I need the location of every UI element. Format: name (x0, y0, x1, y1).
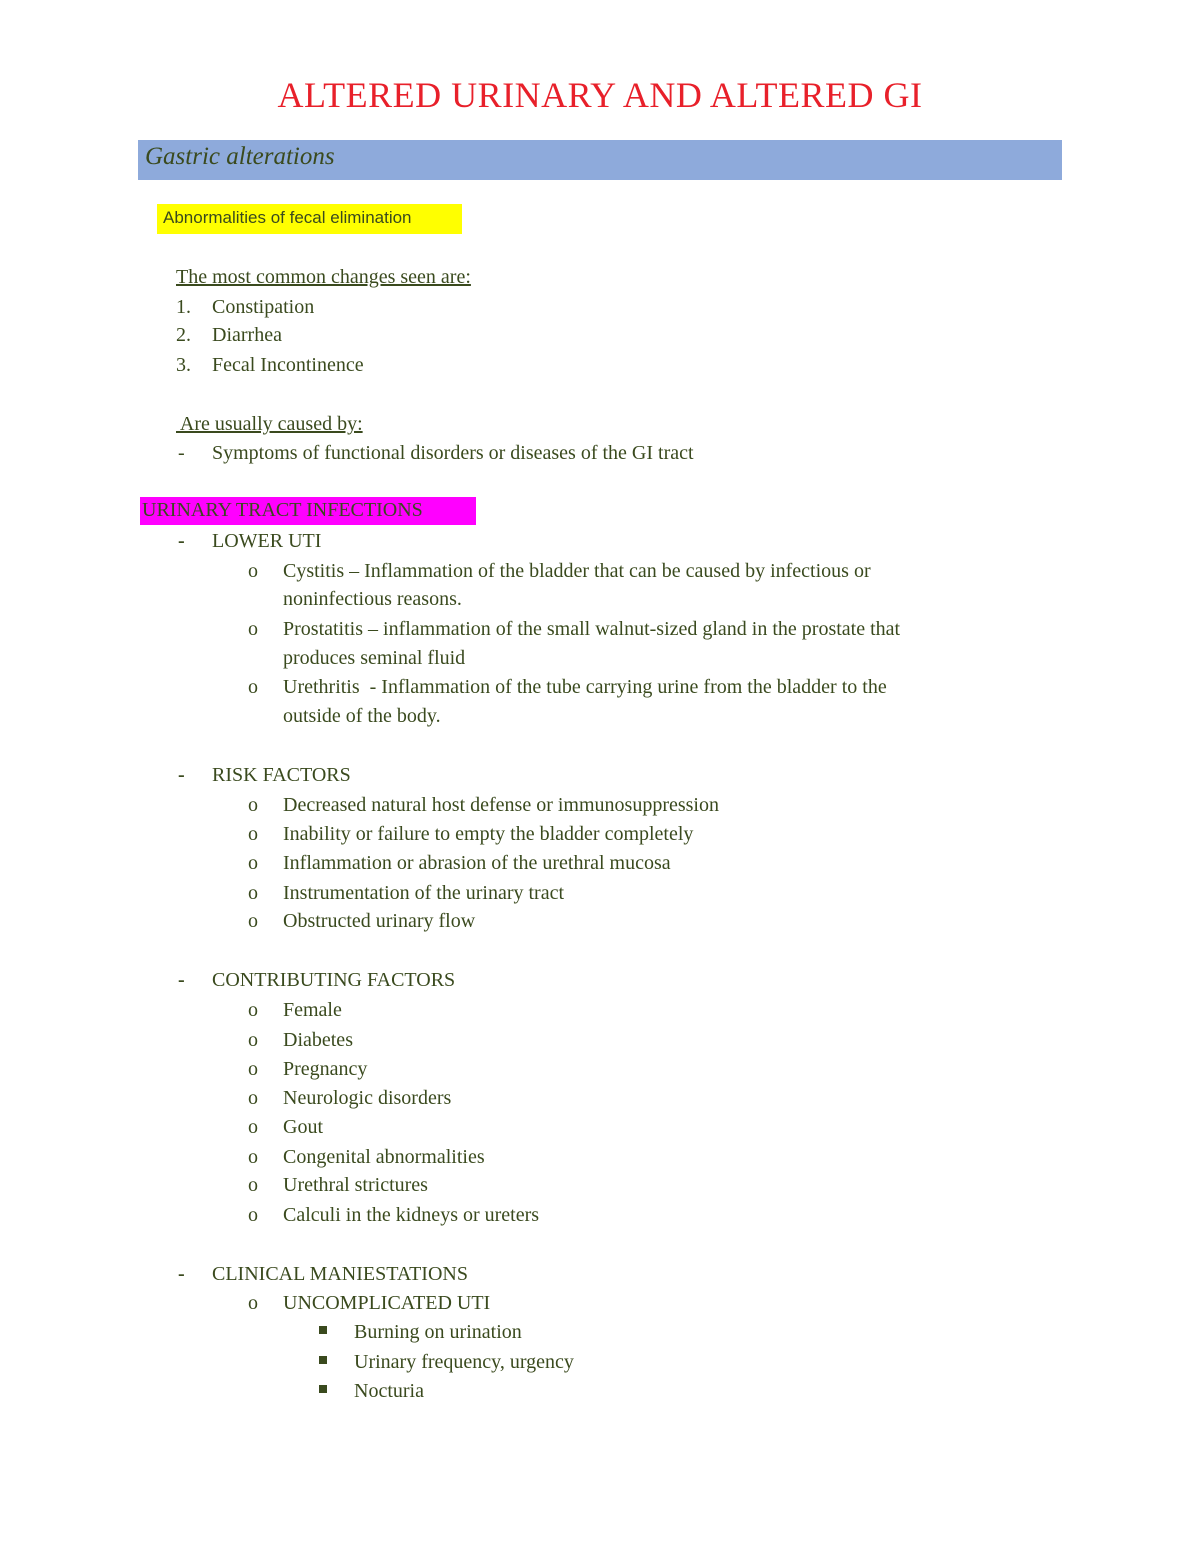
list-bullet: o (248, 1174, 258, 1196)
cause-label: Are usually caused by: (176, 413, 363, 435)
list-item: Obstructed urinary flow (283, 910, 476, 932)
fecal-heading-highlight (157, 204, 462, 234)
risk-factors-label: RISK FACTORS (212, 764, 351, 786)
list-item: Burning on urination (354, 1321, 522, 1343)
list-dash: - (178, 969, 185, 991)
list-item: Cystitis – Inflammation of the bladder that can be caused by infectious or (283, 560, 871, 582)
list-item: Constipation (212, 296, 315, 318)
list-item: Prostatitis – inflammation of the small walnut-sized gland in the prostate that (283, 618, 901, 640)
list-item: Gout (283, 1116, 323, 1138)
list-number: 2. (176, 324, 191, 346)
square-bullet-icon (319, 1326, 327, 1334)
list-item: Inflammation or abrasion of the urethral mucosa (283, 852, 671, 874)
list-number: 1. (176, 296, 191, 318)
list-dash: - (178, 442, 185, 464)
list-bullet: o (248, 910, 258, 932)
list-bullet: o (248, 1087, 258, 1109)
list-bullet: o (248, 1116, 258, 1138)
fecal-heading: Abnormalities of fecal elimination (163, 208, 412, 227)
square-bullet-icon (319, 1385, 327, 1393)
section-heading: Gastric alterations (145, 143, 335, 170)
section-heading-band (138, 140, 1062, 180)
list-bullet: o (248, 1292, 258, 1314)
list-bullet: o (248, 560, 258, 582)
list-bullet: o (248, 999, 258, 1021)
clinical-manifestations-label: CLINICAL MANIESTATIONS (212, 1263, 468, 1285)
list-number: 3. (176, 354, 191, 376)
list-item: Diabetes (283, 1029, 353, 1051)
list-item: Female (283, 999, 342, 1021)
contributing-factors-label: CONTRIBUTING FACTORS (212, 969, 456, 991)
list-dash: - (178, 1263, 185, 1285)
list-item: Urethritis - Inflammation of the tube carrying urine from the bladder to the (283, 676, 887, 698)
list-item: Congenital abnormalities (283, 1146, 485, 1168)
uti-heading: URINARY TRACT INFECTIONS (142, 499, 423, 521)
document-title: ALTERED URINARY AND ALTERED GI (277, 75, 923, 115)
list-item: Pregnancy (283, 1058, 368, 1080)
list-bullet: o (248, 1058, 258, 1080)
square-bullet-icon (319, 1356, 327, 1364)
list-item: Decreased natural host defense or immunosuppression (283, 794, 719, 816)
list-item-continued: produces seminal fluid (283, 647, 466, 669)
list-bullet: o (248, 882, 258, 904)
list-dash: - (178, 764, 185, 786)
list-bullet: o (248, 794, 258, 816)
list-item: Fecal Incontinence (212, 354, 364, 376)
list-bullet: o (248, 1146, 258, 1168)
uncomplicated-uti-label: UNCOMPLICATED UTI (283, 1292, 491, 1314)
uti-heading-highlight (140, 497, 476, 525)
list-item: Inability or failure to empty the bladder completely (283, 823, 694, 845)
list-item: Urethral strictures (283, 1174, 428, 1196)
list-bullet: o (248, 676, 258, 698)
list-item-continued: noninfectious reasons. (283, 588, 462, 610)
list-item: Diarrhea (212, 324, 282, 346)
changes-label: The most common changes seen are: (176, 266, 471, 288)
list-item: Calculi in the kidneys or ureters (283, 1204, 540, 1226)
list-item: Nocturia (354, 1380, 424, 1402)
lower-uti-label: LOWER UTI (212, 530, 322, 552)
list-item: Urinary frequency, urgency (354, 1351, 574, 1373)
list-item: Symptoms of functional disorders or diseases of the GI tract (212, 442, 694, 464)
list-item: Instrumentation of the urinary tract (283, 882, 565, 904)
list-bullet: o (248, 852, 258, 874)
list-bullet: o (248, 618, 258, 640)
list-item-continued: outside of the body. (283, 705, 441, 727)
list-item: Neurologic disorders (283, 1087, 452, 1109)
list-bullet: o (248, 823, 258, 845)
list-bullet: o (248, 1029, 258, 1051)
list-dash: - (178, 530, 185, 552)
list-bullet: o (248, 1204, 258, 1226)
